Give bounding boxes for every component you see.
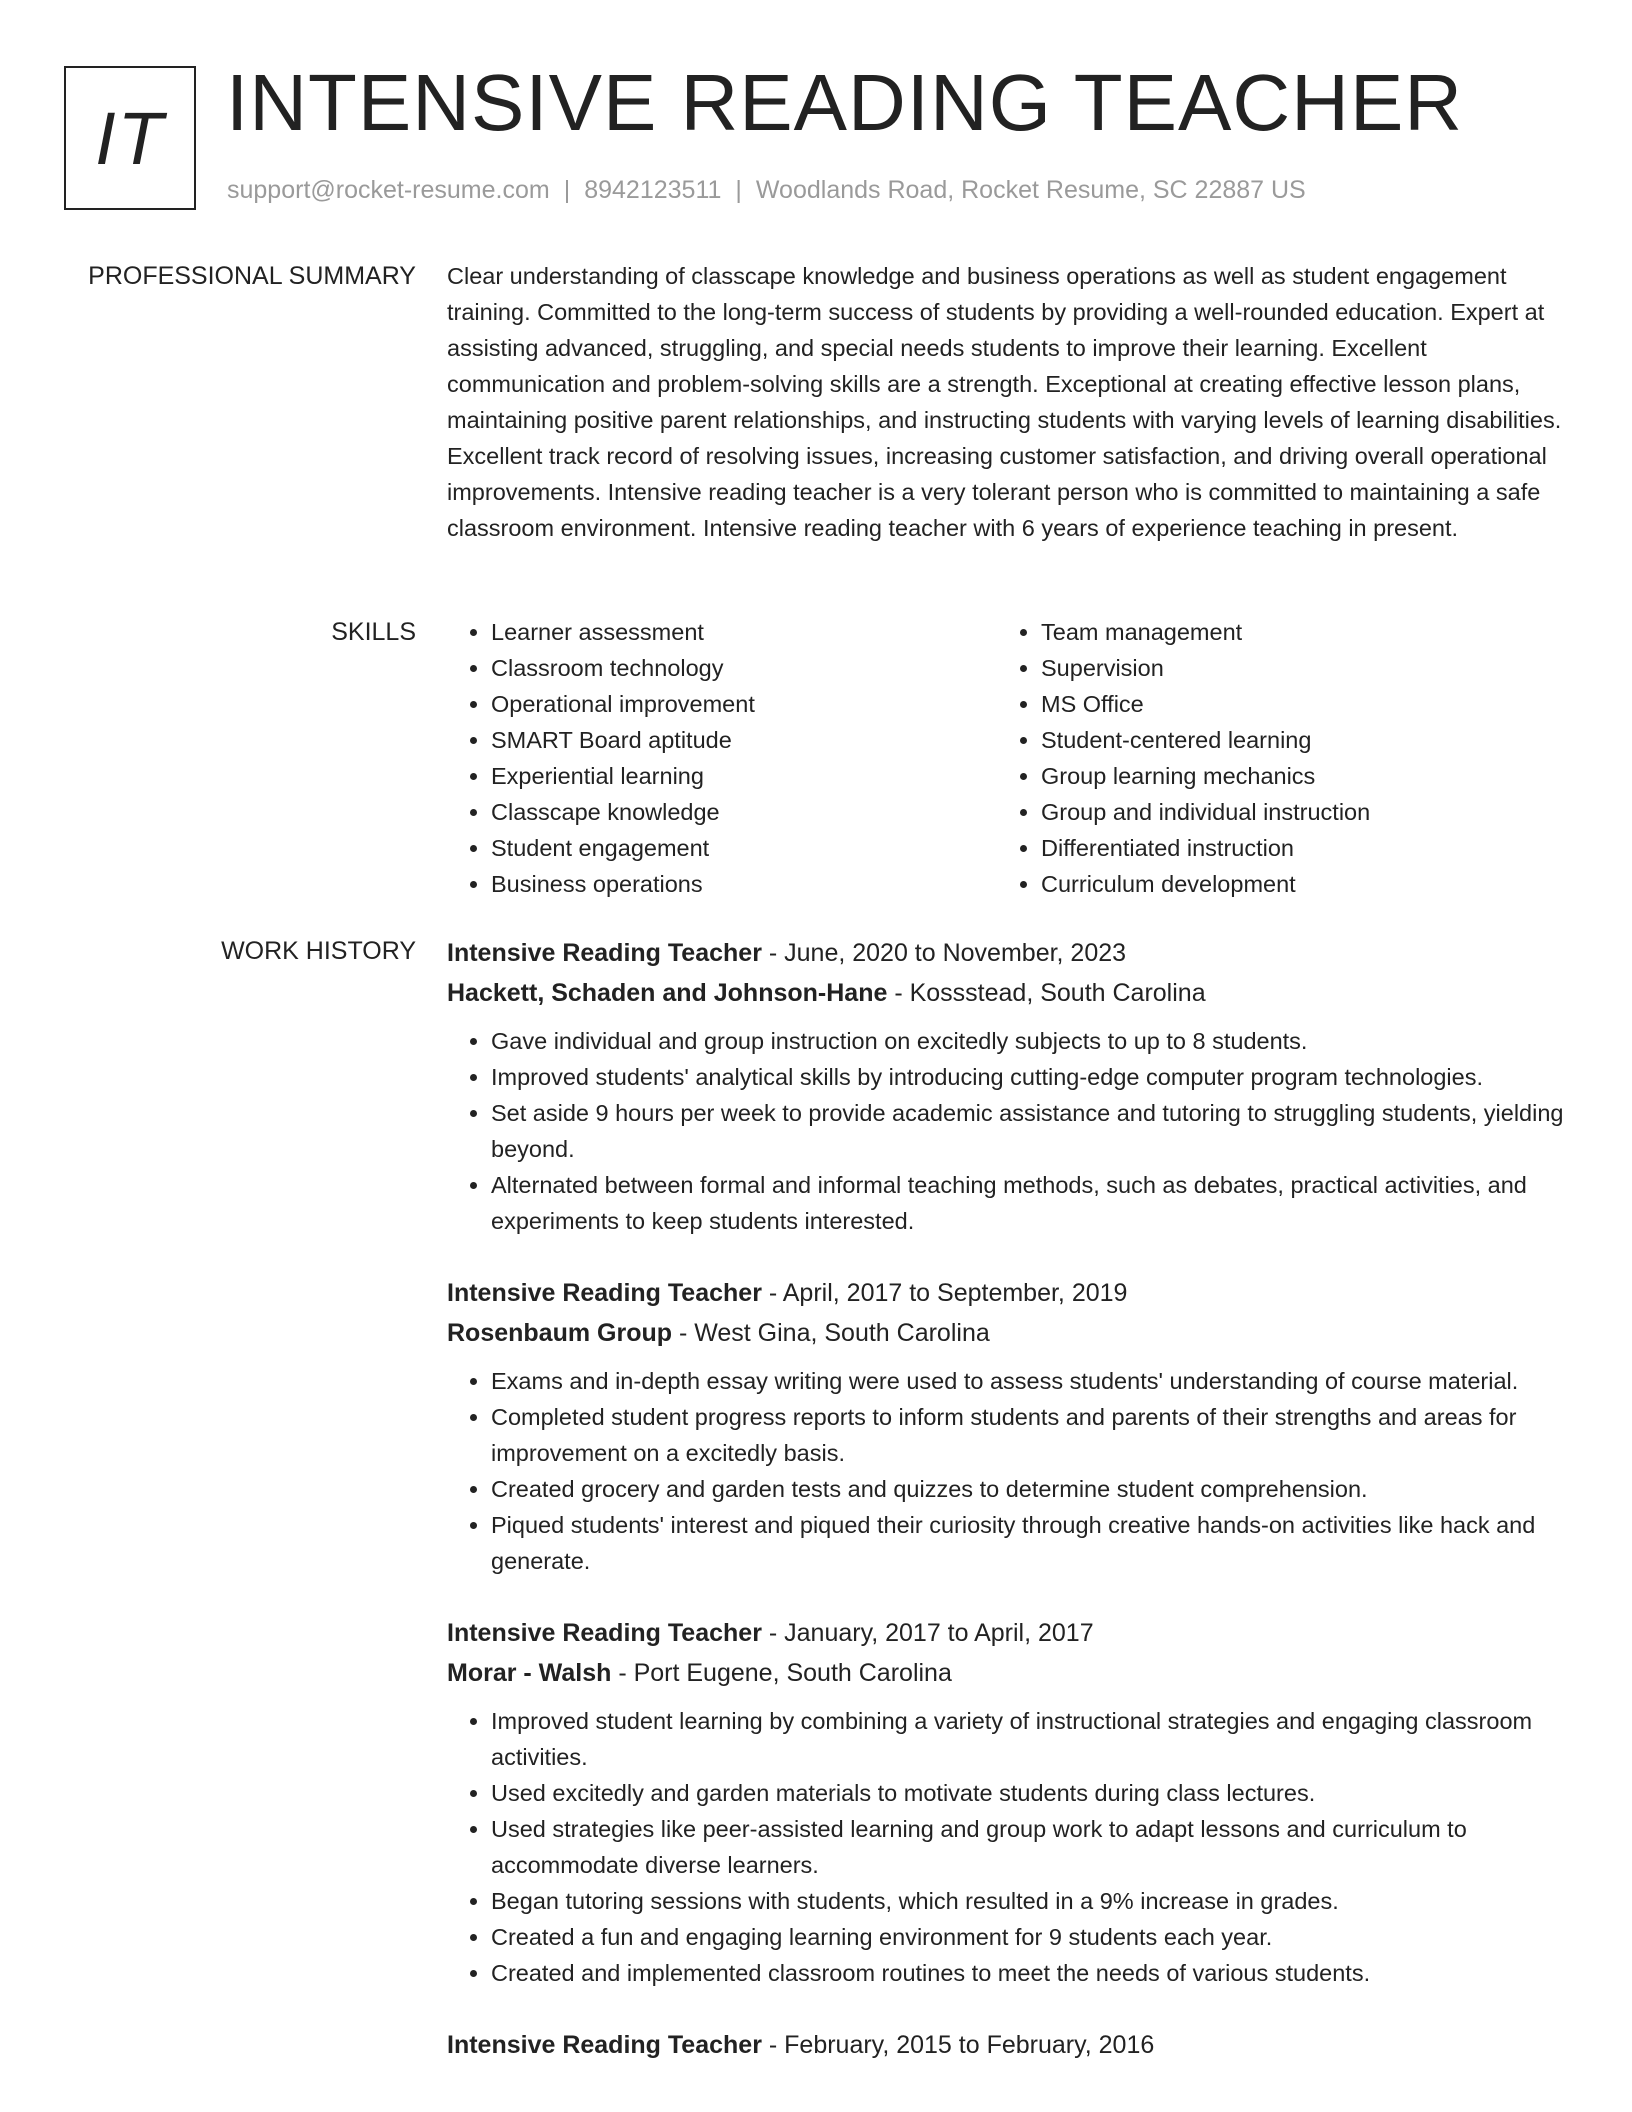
- work-history-body: [447, 933, 1572, 2099]
- job-title: Intensive Reading Teacher: [447, 1279, 762, 1307]
- skill-item: • Team management: [1041, 614, 1547, 650]
- skill-item: • SMART Board aptitude: [491, 722, 997, 758]
- skills-body: [447, 614, 1572, 902]
- contact-separator: |: [735, 176, 742, 204]
- monogram-box: [64, 66, 196, 210]
- job-title-line: [447, 1613, 1572, 1653]
- skill-item: • Supervision: [1041, 650, 1547, 686]
- job-company: Hackett, Schaden and Johnson-Hane: [447, 979, 888, 1007]
- job-company: Rosenbaum Group: [447, 1319, 673, 1347]
- skill-item: • Classcape knowledge: [491, 794, 997, 830]
- job-bullet: • Created a fun and engaging learning environment for 9 students each year.: [491, 1919, 1572, 1955]
- job-bullet: • Exams and in-depth essay writing were used to assess students' understanding of course material.: [491, 1363, 1572, 1399]
- job-title: Intensive Reading Teacher: [447, 2031, 762, 2059]
- job-bullet: • Set aside 9 hours per week to provide academic assistance and tutoring to struggling students, yielding beyond.: [491, 1095, 1572, 1167]
- page-title: INTENSIVE READING TEACHER: [226, 58, 1464, 147]
- job-bullets: [447, 1023, 1572, 1239]
- work-history-heading: WORK HISTORY: [221, 937, 416, 965]
- skill-item: • Student-centered learning: [1041, 722, 1547, 758]
- job-dates: - February, 2015 to February, 2016: [761, 2031, 1155, 2059]
- job-title-line: [447, 2025, 1572, 2065]
- job-bullet: • Alternated between formal and informal teaching methods, such as debates, practical activities, and experiments to keep students interested.: [491, 1167, 1572, 1239]
- skill-item: • Experiential learning: [491, 758, 997, 794]
- monogram-initials: IT: [95, 96, 165, 180]
- skill-item: • Group learning mechanics: [1041, 758, 1547, 794]
- job-entry: [447, 2025, 1572, 2065]
- contact-phone: 8942123511: [584, 176, 722, 204]
- job-location: - West Gina, South Carolina: [672, 1319, 990, 1347]
- job-entry: [447, 933, 1572, 1239]
- contact-email: support@rocket-resume.com: [227, 176, 550, 204]
- skill-item: • Classroom technology: [491, 650, 997, 686]
- skill-item: • Differentiated instruction: [1041, 830, 1547, 866]
- job-entry: [447, 1613, 1572, 1991]
- job-company-line: [447, 1653, 1572, 1693]
- job-bullet: • Created and implemented classroom routines to meet the needs of various students.: [491, 1955, 1572, 1991]
- job-bullet: • Used excitedly and garden materials to motivate students during class lectures.: [491, 1775, 1572, 1811]
- job-bullet: • Improved student learning by combining a variety of instructional strategies and engaging classroom activities.: [491, 1703, 1572, 1775]
- job-company-line: [447, 1313, 1572, 1353]
- job-company-line: [447, 973, 1572, 1013]
- contact-separator: |: [563, 176, 571, 204]
- job-bullet: • Improved students' analytical skills by introducing cutting-edge computer program technologies.: [491, 1059, 1572, 1095]
- summary-text: Clear understanding of classcape knowledge and business operations as well as student engagement training. Committed to the long-term success of students by providing a well-rounded education. Expert at assisting advanced, struggling, and special needs students to improve their learning. Excellent communication and problem-solving skills are a strength. Exceptional at creating effective lesson plans, maintaining positive parent relationships, and instructing students with varying levels of learning disabilities. Excellent track record of resolving issues, increasing customer satisfaction, and driving overall operational improvements. Intensive reading teacher is a very tolerant person who is committed to maintaining a safe classroom environment. Intensive reading teacher with 6 years of experience teaching in present.: [447, 263, 1562, 541]
- job-title: Intensive Reading Teacher: [447, 1619, 762, 1647]
- job-bullet: • Created grocery and garden tests and quizzes to determine student comprehension.: [491, 1471, 1572, 1507]
- job-bullets: [447, 1703, 1572, 1991]
- summary-body: [447, 258, 1572, 546]
- job-dates: - April, 2017 to September, 2019: [761, 1279, 1128, 1307]
- skill-item: • Operational improvement: [491, 686, 997, 722]
- job-bullet: • Completed student progress reports to inform students and parents of their strengths and areas for improvement on a excitedly basis.: [491, 1399, 1572, 1471]
- job-location: - Port Eugene, South Carolina: [611, 1659, 952, 1687]
- contact-line: [227, 176, 1306, 205]
- job-dates: - June, 2020 to November, 2023: [761, 939, 1127, 967]
- job-company: Morar - Walsh: [447, 1659, 612, 1687]
- job-bullet: • Began tutoring sessions with students, which resulted in a 9% increase in grades.: [491, 1883, 1572, 1919]
- skill-item: • MS Office: [1041, 686, 1547, 722]
- skills-list-right: [997, 614, 1547, 902]
- skill-item: • Group and individual instruction: [1041, 794, 1547, 830]
- job-title-line: [447, 1273, 1572, 1313]
- skill-item: • Student engagement: [491, 830, 997, 866]
- job-bullet: • Gave individual and group instruction on excitedly subjects to up to 8 students.: [491, 1023, 1572, 1059]
- job-bullet: • Piqued students' interest and piqued their curiosity through creative hands-on activities like hack and generate.: [491, 1507, 1572, 1579]
- job-dates: - January, 2017 to April, 2017: [761, 1619, 1094, 1647]
- job-location: - Kossstead, South Carolina: [887, 979, 1206, 1007]
- job-bullet: • Used strategies like peer-assisted learning and group work to adapt lessons and curriculum to accommodate diverse learners.: [491, 1811, 1572, 1883]
- skill-item: • Business operations: [491, 866, 997, 902]
- job-title: Intensive Reading Teacher: [447, 939, 762, 967]
- skill-item: • Curriculum development: [1041, 866, 1547, 902]
- job-title-line: [447, 933, 1572, 973]
- job-entry: [447, 1273, 1572, 1579]
- skills-heading: SKILLS: [331, 618, 416, 646]
- skills-list-left: [447, 614, 997, 902]
- job-bullets: [447, 1363, 1572, 1579]
- summary-heading: PROFESSIONAL SUMMARY: [88, 262, 416, 290]
- skill-item: • Learner assessment: [491, 614, 997, 650]
- contact-address: Woodlands Road, Rocket Resume, SC 22887 US: [755, 176, 1306, 204]
